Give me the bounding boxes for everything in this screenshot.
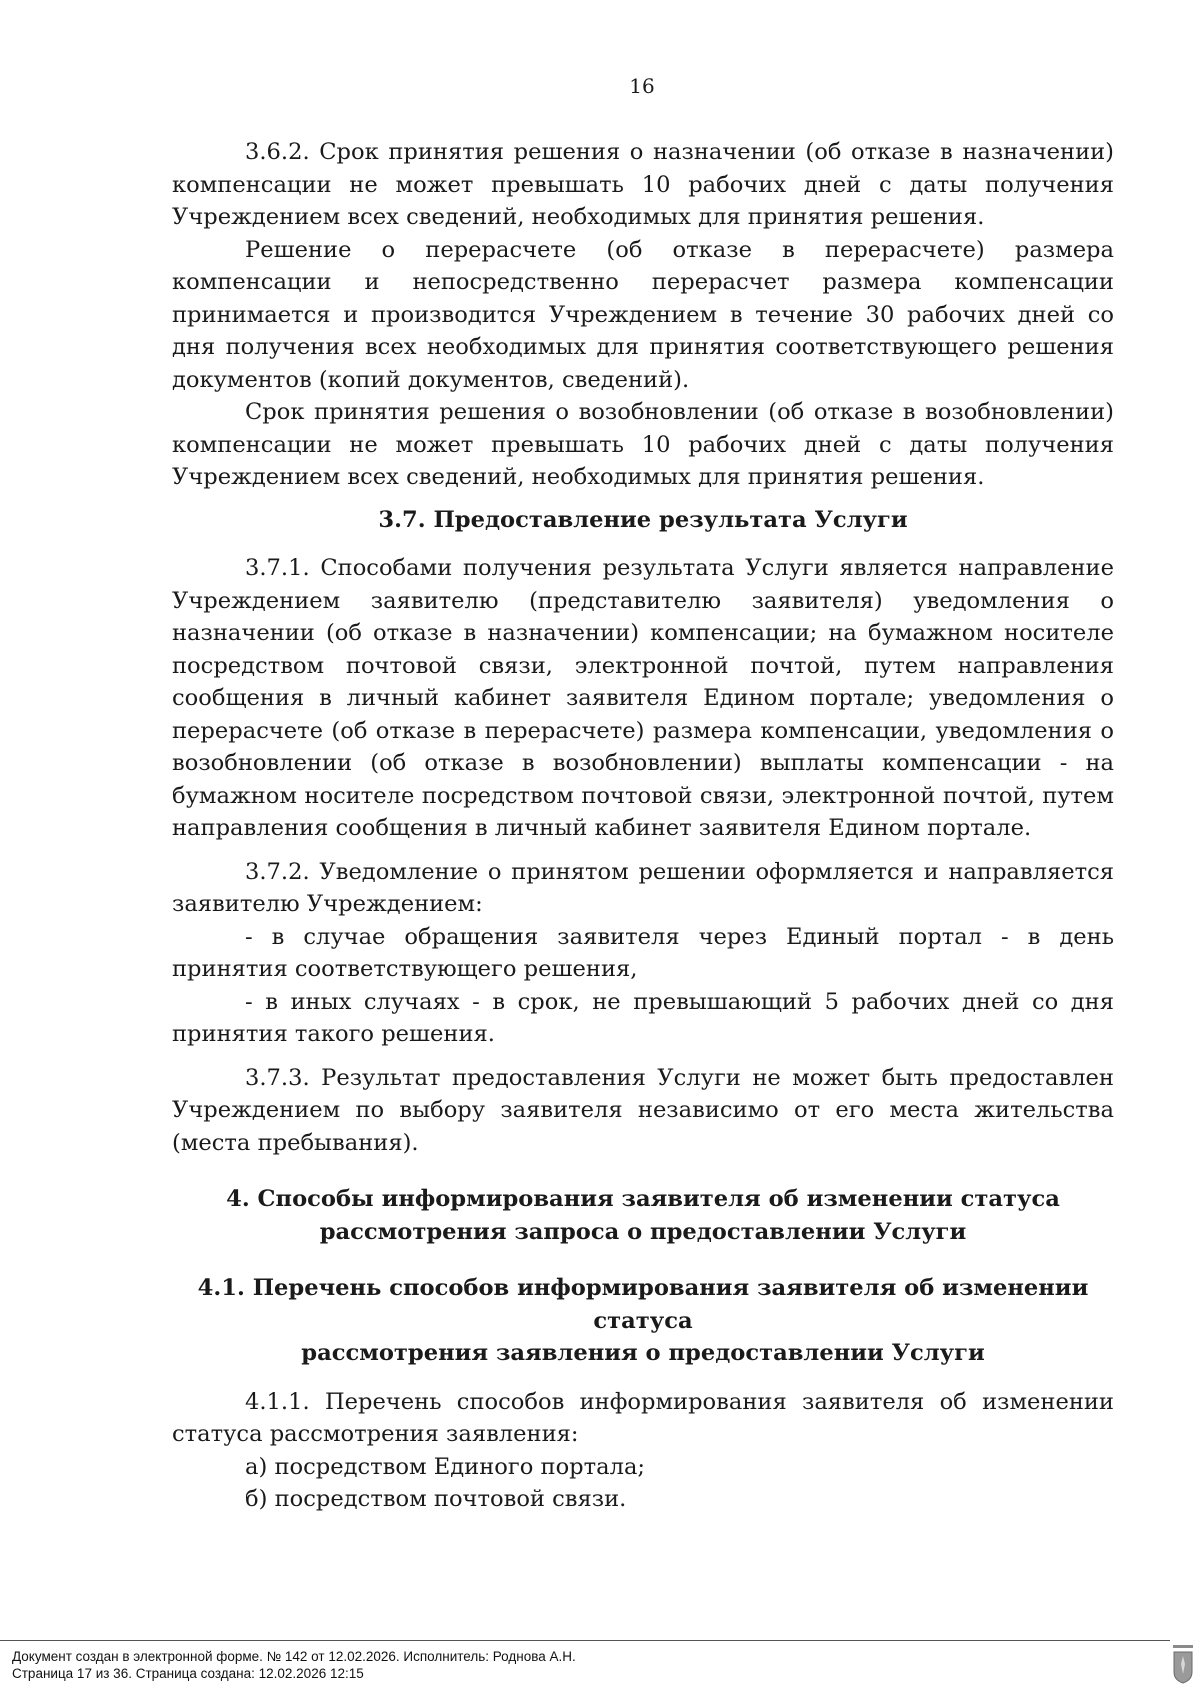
paragraph-3-6-2: 3.6.2. Срок принятия решения о назначении (об отказе в назначении) компенсации не может превышать 10 рабочих дней с даты получения Учреждением всех сведений, необходимых для принятия решения.	[172, 139, 1114, 230]
paragraph-3-7-1: 3.7.1. Способами получения результата Услуги является направление Учреждением заявителю (представителю заявителя) уведомления о назначении (об отказе в назначении) компенсации; на бумажном носителе посредством почтовой связи, электронной почтой, путем направления сообщения в личный кабинет заявителя Едином портале; уведомления о перерасчете (об отказе в перерасчете) размера компенсации, уведомления о возобновлении (об отказе в возобновлении) выплаты компенсации - на бумажном носителе посредством почтовой связи, электронной почтой, путем направления сообщения в личный кабинет заявителя Едином портале.	[172, 555, 1114, 841]
heading-3-7: 3.7. Предоставление результата Услуги	[378, 506, 908, 533]
heading-4-1-line-2: рассмотрения заявления о предоставлении Услуги	[301, 1340, 985, 1366]
footer-line-1: Документ создан в электронной форме. № 142 от 12.02.2026. Исполнитель: Роднова А.Н.	[12, 1649, 576, 1664]
page-number: 16	[629, 74, 655, 98]
paragraph-3-7-2-item-other: - в иных случаях - в срок, не превышающий 5 рабочих дней со дня принятия такого решения.	[172, 988, 1114, 1047]
paragraph-resumption: Срок принятия решения о возобновлении (об отказе в возобновлении) компенсации не может превышать 10 рабочих дней с даты получения Учреждением всех сведений, необходимых для принятия решения.	[172, 399, 1114, 490]
heading-4-1	[172, 1272, 1114, 1370]
document-body	[172, 136, 1114, 1516]
list-item-a: а) посредством Единого портала;	[245, 1453, 646, 1480]
document-footer	[0, 1640, 1200, 1698]
heading-4-1-line-1: 4.1. Перечень способов информирования заявителя об изменении статуса	[197, 1275, 1089, 1334]
footer-line-2: Страница 17 из 36. Страница создана: 12.02.2026 12:15	[12, 1666, 364, 1681]
footer-divider	[0, 1640, 1170, 1641]
coat-of-arms-icon	[1172, 1644, 1194, 1684]
paragraph-4-1-1: 4.1.1. Перечень способов информирования заявителя об изменении статуса рассмотрения заявления:	[172, 1388, 1114, 1447]
footer-text	[12, 1648, 576, 1682]
paragraph-3-7-3: 3.7.3. Результат предоставления Услуги не может быть предоставлен Учреждением по выбору заявителя независимо от его места жительства (места пребывания).	[172, 1064, 1114, 1156]
heading-4-line-2: рассмотрения запроса о предоставлении Услуги	[319, 1218, 967, 1245]
list-item-b: б) посредством почтовой связи.	[245, 1486, 627, 1512]
paragraph-3-7-2-item-portal: - в случае обращения заявителя через Единый портал - в день принятия соответствующего решения,	[172, 923, 1114, 982]
heading-4-line-1: 4. Способы информирования заявителя об изменении статуса	[226, 1186, 1060, 1212]
paragraph-recalculation: Решение о перерасчете (об отказе в перерасчете) размера компенсации и непосредственно перерасчет размера компенсации принимается и производится Учреждением в течение 30 рабочих дней со дня получения всех необходимых для принятия соответствующего решения документов (копий документов, сведений).	[172, 236, 1114, 393]
paragraph-3-7-2: 3.7.2. Уведомление о принятом решении оформляется и направляется заявителю Учреждением:	[172, 858, 1114, 917]
heading-4	[172, 1183, 1114, 1248]
